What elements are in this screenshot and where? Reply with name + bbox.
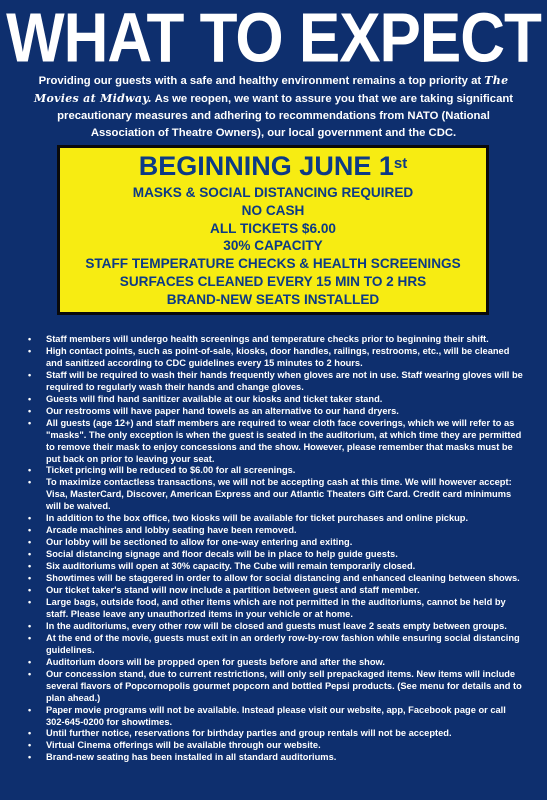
guideline-item	[28, 549, 524, 561]
guideline-text: Our lobby will be sectioned to allow for one-way entering and exiting.	[46, 537, 353, 548]
bullet-icon: •	[28, 405, 32, 416]
box-item: ALL TICKETS $6.00	[210, 220, 336, 236]
box-item: SURFACES CLEANED EVERY 15 MIN TO 2 HRS	[119, 273, 427, 289]
guideline-item	[28, 561, 524, 573]
bullet-icon: •	[28, 477, 32, 488]
guideline-text: Social distancing signage and floor decals will be in place to help guide guests.	[46, 549, 398, 560]
guideline-item	[28, 513, 524, 525]
page-title: WHAT TO EXPECT	[6, 0, 541, 78]
guideline-item	[28, 418, 524, 466]
bullet-icon: •	[28, 393, 32, 404]
bullet-icon: •	[28, 704, 32, 715]
guideline-item	[28, 585, 524, 597]
box-item: STAFF TEMPERATURE CHECKS & HEALTH SCREENINGS	[85, 256, 461, 272]
guideline-item	[28, 621, 524, 633]
guideline-text: Until further notice, reservations for birthday parties and group rentals will not be accepted.	[46, 728, 452, 739]
guideline-text: Brand-new seating has been installed in all standard auditoriums.	[46, 752, 337, 763]
guideline-text: Six auditoriums will open at 30% capacity. The Cube will remain temporarily closed.	[46, 561, 416, 572]
guideline-item	[28, 394, 524, 406]
guideline-item	[28, 334, 524, 346]
bullet-icon: •	[28, 525, 32, 536]
guideline-text: Ticket pricing will be reduced to $6.00 for all screenings.	[46, 465, 296, 476]
guideline-text: Staff members will undergo health screenings and temperature checks prior to beginning their shift.	[46, 334, 489, 344]
guideline-item	[28, 752, 524, 764]
box-item: 30% CAPACITY	[223, 238, 323, 254]
guideline-text: Paper movie programs will not be available. Instead please visit our website, app, Facebook page or call 302-645-0200 for showtimes.	[46, 704, 506, 727]
bullet-icon: •	[28, 561, 32, 572]
intro-text-start: Providing our guests with a safe and healthy environment remains a top priority at	[38, 75, 482, 87]
guideline-item	[28, 740, 524, 752]
bullet-icon: •	[28, 585, 32, 596]
guideline-text: Our restrooms will have paper hand towels as an alternative to our hand dryers.	[46, 405, 399, 416]
guideline-text: Our concession stand, due to current restrictions, will only sell prepackaged items. New items will include several flavors of Popcornopolis gourmet popcorn and bottled Pepsi products. (See menu for details and to plan ahead.)	[46, 668, 522, 703]
guideline-item	[28, 477, 524, 513]
guideline-item	[28, 406, 524, 418]
box-heading-ordinal: st	[393, 155, 408, 172]
bullet-icon: •	[28, 656, 32, 667]
guideline-item	[28, 537, 524, 549]
bullet-icon: •	[28, 668, 32, 679]
intro-paragraph	[24, 72, 523, 142]
bullet-icon: •	[28, 596, 32, 607]
bullet-icon: •	[28, 620, 32, 631]
guidelines-list	[28, 334, 524, 764]
guideline-text: All guests (age 12+) and staff members are required to wear cloth face coverings, which we will refer to as "masks". The only exception is when the guest is seated in the auditorium, at which time they are permitted to remove their mask to enjoy concessions and the show. However, please remember that masks must be put back on prior to leaving your seat.	[46, 417, 522, 464]
guideline-item	[28, 633, 524, 657]
guideline-text: Our ticket taker's stand will now include a partition between guest and staff member.	[46, 585, 420, 596]
bullet-icon: •	[28, 632, 32, 643]
guideline-item	[28, 465, 524, 477]
bullet-icon: •	[28, 752, 32, 763]
bullet-icon: •	[28, 465, 32, 476]
guideline-text: High contact points, such as point-of-sale, kiosks, door handles, railings, restrooms, etc., will be cleaned and sanitized according to CDC guidelines every 15 minutes to 2 hours.	[46, 345, 510, 368]
guideline-text: In the auditoriums, every other row will be closed and guests must leave 2 seats empty between groups.	[46, 620, 507, 631]
guideline-text: Auditorium doors will be propped open for guests before and after the show.	[46, 656, 386, 667]
bullet-icon: •	[28, 369, 32, 380]
bullet-icon: •	[28, 549, 32, 560]
guideline-item	[28, 573, 524, 585]
guideline-item	[28, 597, 524, 621]
guideline-text: Guests will find hand sanitizer available at our kiosks and ticket taker stand.	[46, 393, 383, 404]
box-item: BRAND-NEW SEATS INSTALLED	[166, 291, 380, 307]
guideline-text: Arcade machines and lobby seating have been removed.	[46, 525, 297, 536]
bullet-icon: •	[28, 417, 32, 428]
guideline-text: In addition to the box office, two kiosks will be available for ticket purchases and online pickup.	[46, 513, 469, 524]
bullet-icon: •	[28, 345, 32, 356]
guideline-item	[28, 657, 524, 669]
guideline-text: Staff will be required to wash their hands frequently when gloves are not in use. Staff wearing gloves will be required to regularly wash their hands and change gloves.	[46, 369, 523, 392]
box-items	[60, 184, 486, 309]
bullet-icon: •	[28, 573, 32, 584]
bullet-icon: •	[28, 537, 32, 548]
intro-text-end: As we reopen, we want to assure you that we are taking significant precautionary measures and adhering to recommendations from NATO (National Association of Theatre Owners), our local government and the CDC.	[57, 93, 514, 139]
guideline-text: To maximize contactless transactions, we will not be accepting cash at this time. We will however accept: Visa, MasterCard, Discover, American Express and our Atlantic Theaters Gift Card. Credit card minimums will be waived.	[46, 477, 512, 512]
box-heading-text: BEGINNING JUNE 1	[138, 151, 394, 181]
guideline-item	[28, 346, 524, 370]
box-item: MASKS & SOCIAL DISTANCING REQUIRED	[132, 185, 414, 200]
highlight-box	[57, 145, 489, 315]
guideline-text: At the end of the movie, guests must exit in an orderly row-by-row fashion while ensuring social distancing guidelines.	[46, 632, 520, 655]
guideline-text: Large bags, outside food, and other items which are not permitted in the auditoriums, cannot be held by staff. Please leave any unauthorized items in your vehicle or at home.	[46, 596, 506, 619]
guideline-item	[28, 370, 524, 394]
guideline-item	[28, 525, 524, 537]
guideline-item	[28, 728, 524, 740]
bullet-icon: •	[28, 728, 32, 739]
bullet-icon: •	[28, 513, 32, 524]
box-heading	[60, 150, 486, 182]
brand-name: The Movies at Midway.	[33, 74, 509, 105]
box-item: NO CASH	[241, 202, 305, 218]
guideline-text: Virtual Cinema offerings will be available through our website.	[46, 740, 321, 751]
guideline-text: Showtimes will be staggered in order to allow for social distancing and enhanced cleaning between shows.	[46, 573, 520, 584]
bullet-icon: •	[28, 334, 32, 344]
guideline-item	[28, 705, 524, 729]
guideline-item	[28, 669, 524, 705]
bullet-icon: •	[28, 740, 32, 751]
